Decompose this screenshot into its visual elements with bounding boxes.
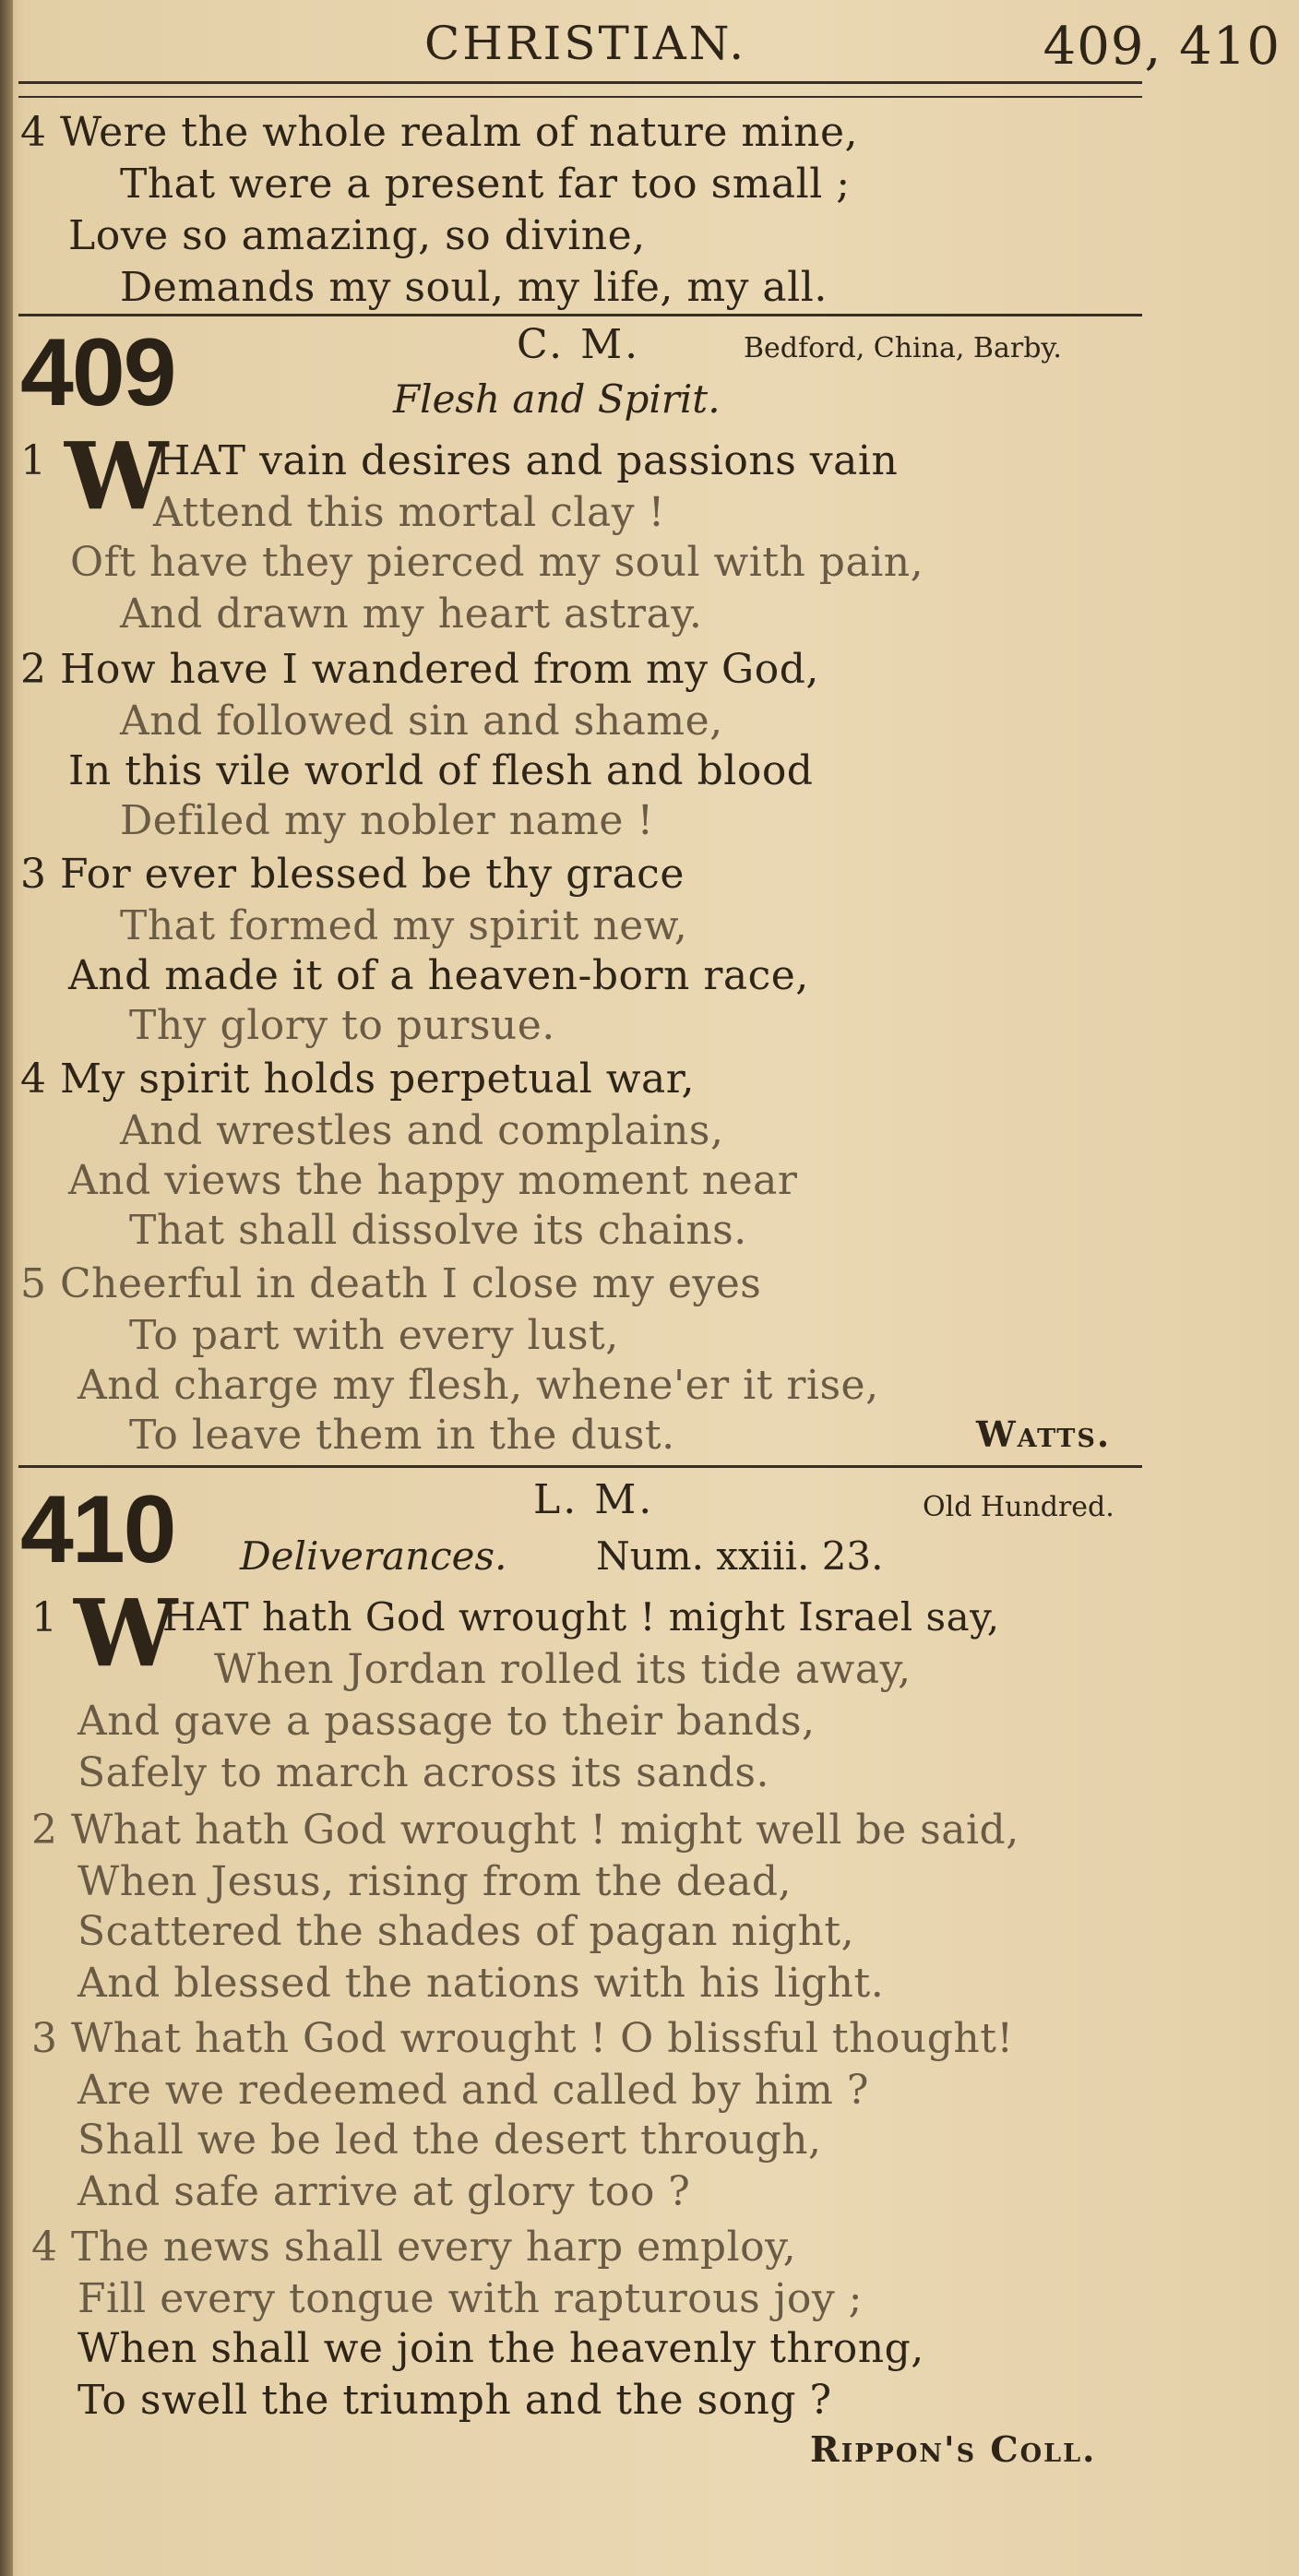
hymn-number-410: 410 xyxy=(20,1476,175,1583)
hymn-410-title: Deliverances. xyxy=(240,1533,507,1579)
hymn-410-line: 4 The news shall every harp employ, xyxy=(31,2224,797,2271)
hymn-409-line: Oft have they pierced my soul with pain, xyxy=(70,539,924,586)
hymn-409-dropcap: W xyxy=(65,422,169,531)
hymn-409-line: 5 Cheerful in death I close my eyes xyxy=(20,1260,762,1307)
hymn-410-line: To swell the triumph and the song ? xyxy=(77,2377,832,2424)
header-rule-lower xyxy=(18,96,1142,98)
hymn-409-meter: C. M. xyxy=(517,321,641,368)
hymn-410-line: And safe arrive at glory too ? xyxy=(77,2168,691,2215)
hymn-410-line: And blessed the nations with his light. xyxy=(77,1960,885,2007)
hymn-409-line: 4 My spirit holds perpetual war, xyxy=(20,1055,695,1103)
hymn-409-line: To leave them in the dust. xyxy=(129,1412,675,1459)
hymn-409-stanza-1-number: 1 xyxy=(20,437,47,484)
hymn-409-line: In this vile world of flesh and blood xyxy=(68,747,814,794)
hymn-409-attribution: Watts. xyxy=(976,1413,1112,1455)
page-numbers: 409, 410 xyxy=(1043,17,1281,77)
hymn-410-tunes: Old Hundred. xyxy=(923,1491,1114,1523)
hymn-410-line: 3 What hath God wrought ! O blissful thought! xyxy=(31,2015,1014,2062)
hymn-409-line: And drawn my heart astray. xyxy=(120,590,703,638)
hymn-409-first-line: HAT vain desires and passions vain xyxy=(155,437,899,484)
hymn-410-line: Safely to march across its sands. xyxy=(77,1749,769,1796)
hymn-410-line: Are we redeemed and called by him ? xyxy=(77,2067,869,2114)
hymn-410-line: When Jesus, rising from the dead, xyxy=(77,1858,792,1905)
hymn-410-line: Shall we be led the desert through, xyxy=(77,2117,822,2164)
hymn-409-line: Thy glory to pursue. xyxy=(129,1002,555,1049)
prev-line-4: Demands my soul, my life, my all. xyxy=(120,264,828,311)
hymn-410-line: When shall we join the heavenly throng, xyxy=(77,2325,924,2372)
hymn-409-line: Attend this mortal clay ! xyxy=(153,489,665,536)
hymn-410-line: When Jordan rolled its tide away, xyxy=(214,1646,912,1693)
hymn-410-first-line: HAT hath God wrought ! might Israel say, xyxy=(162,1594,1000,1640)
hymn-409-tunes: Bedford, China, Barby. xyxy=(744,332,1062,364)
prev-line-1: 4 Were the whole realm of nature mine, xyxy=(20,109,859,156)
hymn-410-meter: L. M. xyxy=(533,1476,655,1523)
hymn-divider-409 xyxy=(18,314,1142,316)
hymn-409-line: 3 For ever blessed be thy grace xyxy=(20,851,685,898)
page-binding-edge xyxy=(0,0,13,2576)
hymn-divider-410 xyxy=(18,1465,1142,1468)
hymn-410-line: Scattered the shades of pagan night, xyxy=(77,1908,855,1955)
hymn-409-line: That shall dissolve its chains. xyxy=(129,1207,747,1254)
header-rule xyxy=(18,81,1142,84)
running-title: CHRISTIAN. xyxy=(424,17,747,70)
hymn-409-line: To part with every lust, xyxy=(129,1312,619,1359)
hymn-number-409: 409 xyxy=(20,319,175,426)
hymn-409-line: 2 How have I wandered from my God, xyxy=(20,646,819,693)
hymn-409-line: And views the happy moment near xyxy=(68,1157,798,1204)
hymn-409-title: Flesh and Spirit. xyxy=(393,376,721,422)
prev-line-3: Love so amazing, so divine, xyxy=(68,212,646,259)
hymn-410-line: 2 What hath God wrought ! might well be said, xyxy=(31,1807,1019,1854)
hymn-409-line: Defiled my nobler name ! xyxy=(120,797,654,844)
hymn-409-line: And wrestles and complains, xyxy=(120,1107,724,1154)
hymn-409-line: And charge my flesh, whene'er it rise, xyxy=(77,1362,879,1409)
hymn-409-line: That formed my spirit new, xyxy=(120,902,688,949)
hymn-410-stanza-1-number: 1 xyxy=(31,1594,58,1641)
hymn-409-line: And made it of a heaven-born race, xyxy=(68,952,809,999)
hymn-410-line: And gave a passage to their bands, xyxy=(77,1698,816,1745)
hymn-410-dropcap: W xyxy=(74,1579,178,1688)
prev-line-2: That were a present far too small ; xyxy=(120,161,851,208)
hymn-410-attribution: Rippon's Coll. xyxy=(810,2428,1097,2470)
hymn-410-reference: Num. xxiii. 23. xyxy=(596,1533,884,1579)
hymn-410-line: Fill every tongue with rapturous joy ; xyxy=(77,2275,864,2322)
hymn-409-line: And followed sin and shame, xyxy=(120,698,723,745)
